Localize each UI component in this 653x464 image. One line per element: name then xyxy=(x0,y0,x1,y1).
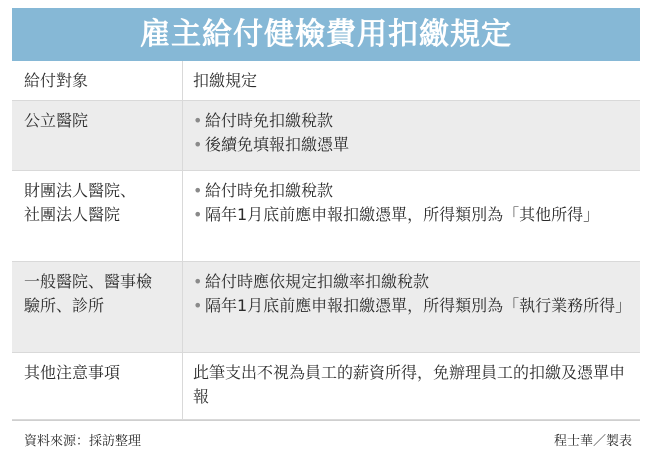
list-item: • 隔年1月底前應申報扣繳憑單，所得類別為「其他所得」 xyxy=(193,203,628,227)
row-note: 此筆支出不視為員工的薪資所得，免辦理員工的扣繳及憑單申報 xyxy=(182,353,640,419)
credit-note: 程士華／製表 xyxy=(553,433,632,449)
table-footer xyxy=(12,420,640,457)
header-col-rules: 扣繳規定 xyxy=(182,61,640,100)
row-target: 其他注意事項 xyxy=(24,363,121,382)
table-row xyxy=(12,171,640,262)
rule-list xyxy=(193,109,628,157)
info-table-card xyxy=(12,8,640,457)
rule-list xyxy=(193,270,632,318)
table-row xyxy=(12,353,640,420)
table-title: 雇主給付健檢費用扣繳規定 xyxy=(12,8,640,61)
row-target: 公立醫院 xyxy=(24,111,89,130)
source-note: 資料來源：採訪整理 xyxy=(24,433,142,449)
rule-list xyxy=(193,179,628,227)
list-item: • 給付時免扣繳稅款 xyxy=(193,109,628,133)
header-col-target: 給付對象 xyxy=(24,71,89,90)
list-item: • 後續免填報扣繳憑單 xyxy=(193,133,628,157)
list-item: • 給付時應依規定扣繳率扣繳稅款 xyxy=(193,270,628,294)
list-item: • 隔年1月底前應申報扣繳憑單，所得類別為「執行業務所得」 xyxy=(193,294,628,318)
row-target: 一般醫院、醫事檢驗所、診所 xyxy=(24,272,153,315)
list-item: • 給付時免扣繳稅款 xyxy=(193,179,628,203)
table-header-row xyxy=(12,61,640,101)
table-row xyxy=(12,262,640,353)
row-target: 財團法人醫院、社團法人醫院 xyxy=(24,181,137,224)
table-row xyxy=(12,101,640,171)
